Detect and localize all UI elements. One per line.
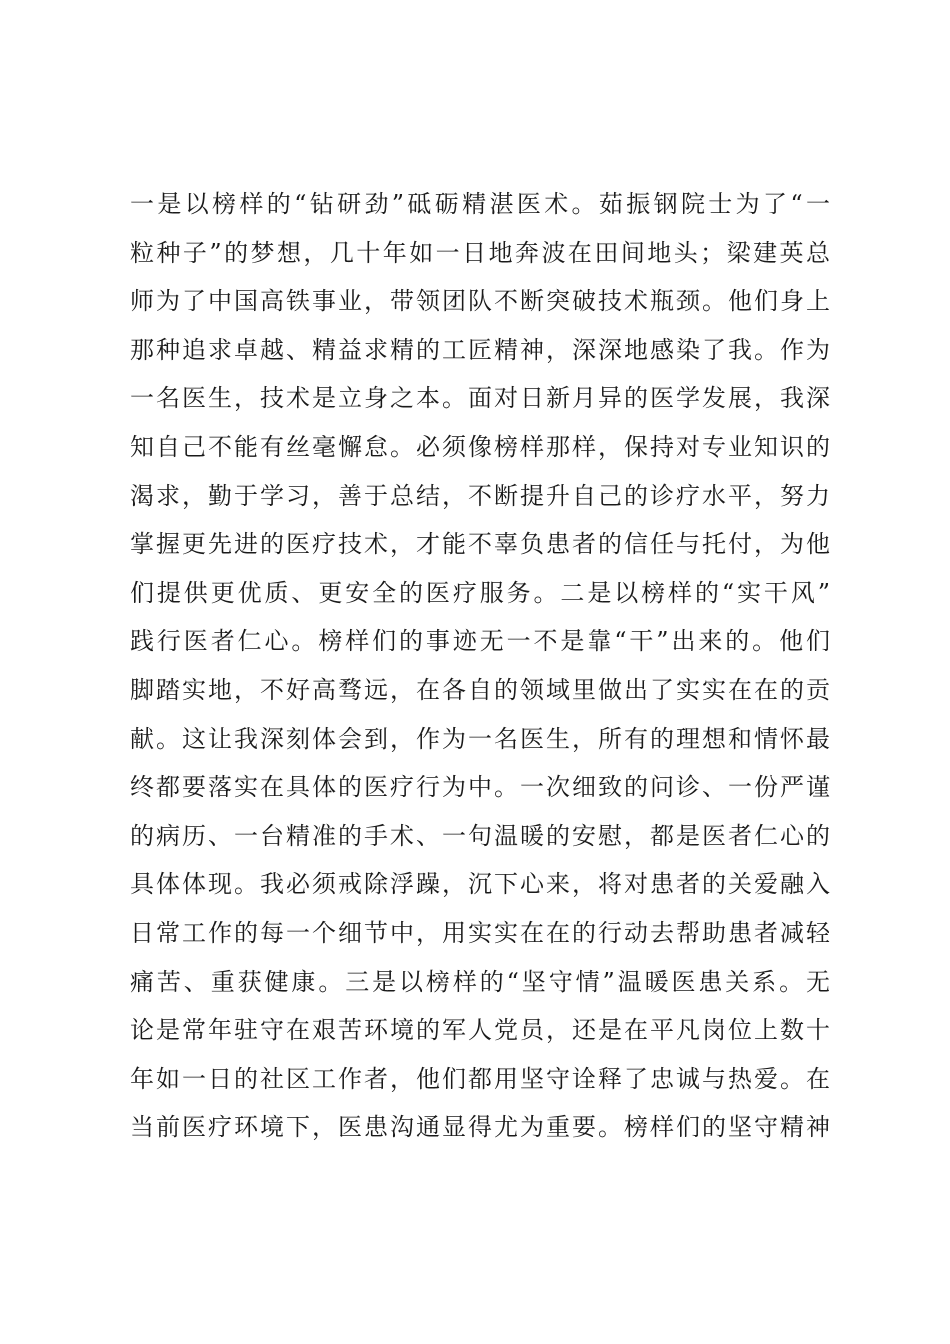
body-paragraph — [130, 180, 830, 1152]
text-line: 日常工作的每一个细节中，用实实在在的行动去帮助患者减轻 — [130, 918, 830, 947]
text-line: 痛苦、重获健康。三是以榜样的“坚守情”温暖医患关系。无 — [130, 967, 830, 996]
text-line: 践行医者仁心。榜样们的事迹无一不是靠“干”出来的。他们 — [130, 627, 830, 656]
text-line: 渴求，勤于学习，善于总结，不断提升自己的诊疗水平，努力 — [130, 481, 830, 510]
text-line: 掌握更先进的医疗技术，才能不辜负患者的信任与托付，为他 — [130, 530, 830, 559]
text-line: 脚踏实地，不好高骛远，在各自的领域里做出了实实在在的贡 — [130, 675, 830, 704]
text-line: 具体体现。我必须戒除浮躁，沉下心来，将对患者的关爱融入 — [130, 870, 830, 899]
text-line: 年如一日的社区工作者，他们都用坚守诠释了忠诚与热爱。在 — [130, 1064, 830, 1093]
text-line: 知自己不能有丝毫懈怠。必须像榜样那样，保持对专业知识的 — [130, 432, 830, 461]
text-line: 献。这让我深刻体会到，作为一名医生，所有的理想和情怀最 — [130, 724, 830, 753]
text-line: 一是以榜样的“钻研劲”砥砺精湛医术。茹振钢院士为了“一 — [130, 190, 830, 218]
text-line: 的病历、一台精准的手术、一句温暖的安慰，都是医者仁心的 — [130, 821, 830, 850]
text-line: 终都要落实在具体的医疗行为中。一次细致的问诊、一份严谨 — [130, 773, 830, 802]
text-line: 论是常年驻守在艰苦环境的军人党员，还是在平凡岗位上数十 — [130, 1016, 830, 1045]
text-line: 当前医疗环境下，医患沟通显得尤为重要。榜样们的坚守精神 — [130, 1113, 830, 1142]
text-line: 们提供更优质、更安全的医疗服务。二是以榜样的“实干风” — [130, 578, 830, 607]
text-line: 师为了中国高铁事业，带领团队不断突破技术瓶颈。他们身上 — [130, 287, 830, 316]
text-line: 粒种子”的梦想，几十年如一日地奔波在田间地头；梁建英总 — [130, 238, 830, 267]
text-line: 一名医生，技术是立身之本。面对日新月异的医学发展，我深 — [130, 384, 830, 413]
text-line: 那种追求卓越、精益求精的工匠精神，深深地感染了我。作为 — [130, 335, 830, 364]
